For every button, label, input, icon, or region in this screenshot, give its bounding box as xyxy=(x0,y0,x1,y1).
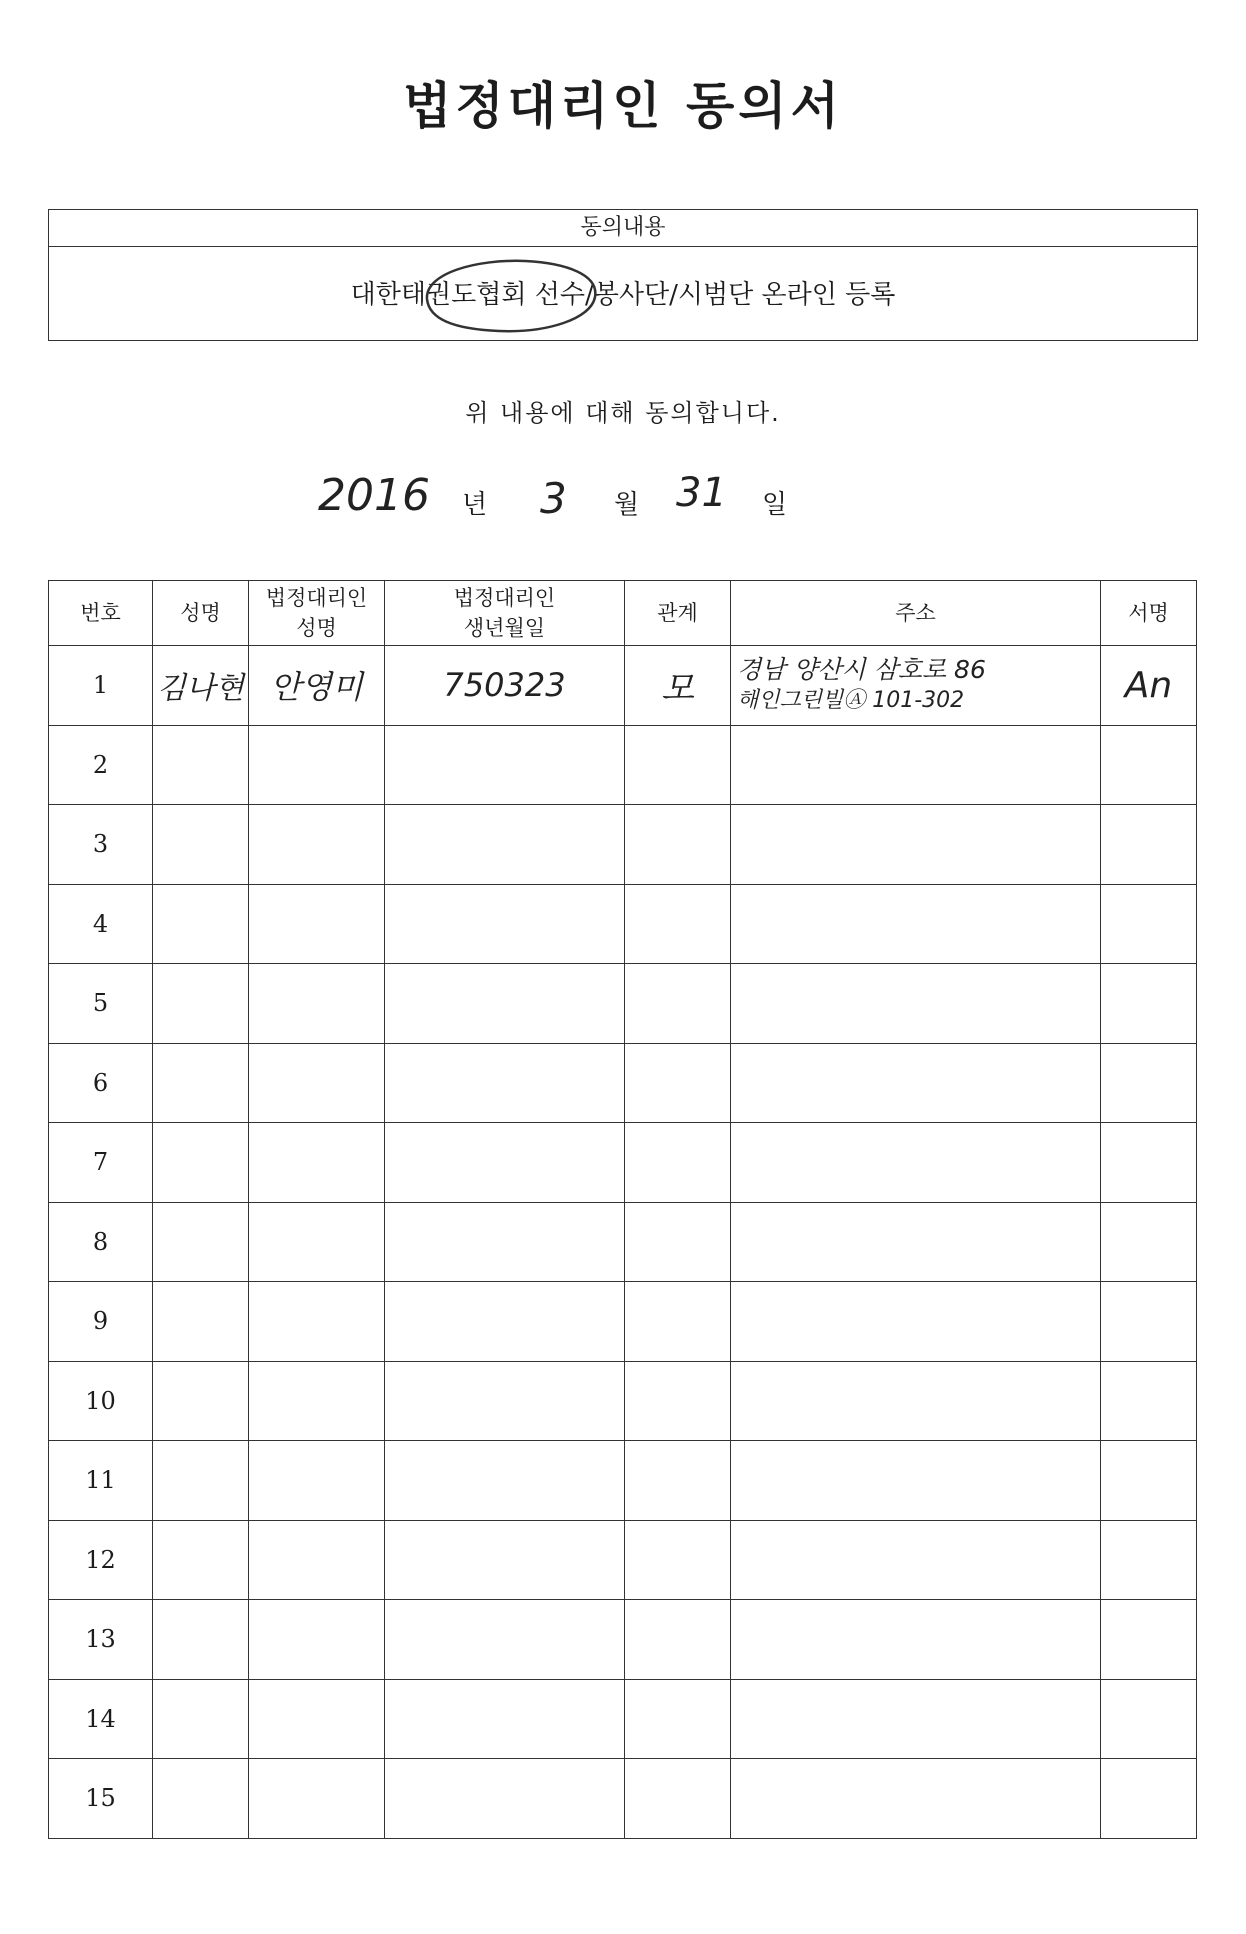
address-cell xyxy=(731,646,1101,726)
guardian-name-cell xyxy=(249,1759,385,1839)
relation-cell xyxy=(625,1361,731,1441)
signature-cell xyxy=(1101,1679,1197,1759)
student-name-cell xyxy=(153,1600,249,1680)
consent-header: 동의내용 xyxy=(49,210,1197,247)
table-row xyxy=(49,646,1197,726)
table-row xyxy=(49,1361,1197,1441)
header-guardian-name-line1: 법정대리인 xyxy=(265,586,368,610)
relation-cell xyxy=(625,1520,731,1600)
header-relation: 관계 xyxy=(625,581,731,646)
signature-cell xyxy=(1101,1520,1197,1600)
row-number: 10 xyxy=(49,1361,153,1441)
signature-cell xyxy=(1101,1759,1197,1839)
date-year: 2016 xyxy=(318,470,430,521)
student-name-cell xyxy=(153,1282,249,1362)
guardian-birth-cell xyxy=(385,1043,625,1123)
guardian-birth-cell xyxy=(385,1441,625,1521)
address-cell xyxy=(731,1123,1101,1203)
student-name-cell xyxy=(153,1361,249,1441)
consent-content: 대한태권도협회 선수/봉사단/시범단 온라인 등록 xyxy=(350,280,896,310)
guardian-name-cell xyxy=(249,646,385,726)
table-row xyxy=(49,1441,1197,1521)
guardian-name-cell xyxy=(249,1282,385,1362)
table-row xyxy=(49,1520,1197,1600)
guardian-birth-cell xyxy=(385,646,625,726)
relation-cell xyxy=(625,1282,731,1362)
signature-cell xyxy=(1101,1600,1197,1680)
address-line1: 경남 양산시 삼호로 86 xyxy=(737,655,986,685)
row-number: 4 xyxy=(49,884,153,964)
signature-cell xyxy=(1101,1361,1197,1441)
row-number: 14 xyxy=(49,1679,153,1759)
header-guardian-name xyxy=(249,581,385,646)
table-row xyxy=(49,884,1197,964)
signature-cell xyxy=(1101,805,1197,885)
relation-cell xyxy=(625,1600,731,1680)
relation-cell xyxy=(625,1123,731,1203)
header-name: 성명 xyxy=(153,581,249,646)
relation-cell xyxy=(625,884,731,964)
signature-cell xyxy=(1101,646,1197,726)
table-row xyxy=(49,1282,1197,1362)
guardian-name-cell xyxy=(249,805,385,885)
relation-cell xyxy=(625,1679,731,1759)
relation-cell xyxy=(625,964,731,1044)
address-cell xyxy=(731,1361,1101,1441)
guardian-birth-cell xyxy=(385,1679,625,1759)
student-name-cell xyxy=(153,1759,249,1839)
guardian-birth-cell xyxy=(385,1361,625,1441)
guardian-name-cell xyxy=(249,1202,385,1282)
signature-cell xyxy=(1101,1441,1197,1521)
header-address: 주소 xyxy=(731,581,1101,646)
address-cell xyxy=(731,1202,1101,1282)
table-body xyxy=(49,646,1197,1839)
table-row xyxy=(49,1600,1197,1680)
row-number: 5 xyxy=(49,964,153,1044)
guardian-birth: 750323 xyxy=(443,666,566,705)
date-month-label: 월 xyxy=(614,490,640,520)
address-cell xyxy=(731,1679,1101,1759)
address-cell xyxy=(731,1759,1101,1839)
student-name-cell xyxy=(153,1123,249,1203)
relation-cell xyxy=(625,1441,731,1521)
table-row xyxy=(49,964,1197,1044)
header-guardian-birth-line1: 법정대리인 xyxy=(453,586,556,610)
guardian-name-cell xyxy=(249,1123,385,1203)
signature-cell xyxy=(1101,1043,1197,1123)
guardian-name-cell xyxy=(249,1043,385,1123)
row-number: 8 xyxy=(49,1202,153,1282)
row-number: 1 xyxy=(49,646,153,726)
row-number: 2 xyxy=(49,725,153,805)
guardian-name-cell xyxy=(249,1679,385,1759)
row-number: 6 xyxy=(49,1043,153,1123)
table-row xyxy=(49,805,1197,885)
student-name-cell xyxy=(153,1202,249,1282)
row-number: 11 xyxy=(49,1441,153,1521)
row-number: 12 xyxy=(49,1520,153,1600)
date-day-label: 일 xyxy=(762,490,788,520)
student-name-cell xyxy=(153,964,249,1044)
relation: 모 xyxy=(661,668,694,709)
row-number: 3 xyxy=(49,805,153,885)
guardian-name-cell xyxy=(249,1600,385,1680)
student-name-cell xyxy=(153,725,249,805)
row-number: 15 xyxy=(49,1759,153,1839)
guardian-name-cell xyxy=(249,1361,385,1441)
guardian-birth-cell xyxy=(385,805,625,885)
guardian-birth-cell xyxy=(385,1123,625,1203)
table-row xyxy=(49,1123,1197,1203)
address-line2: 해인그린빌Ⓐ 101-302 xyxy=(737,688,965,714)
consent-body xyxy=(49,247,1197,340)
date-row xyxy=(0,470,1246,530)
student-name-cell xyxy=(153,1441,249,1521)
address-cell xyxy=(731,1043,1101,1123)
address-cell xyxy=(731,1441,1101,1521)
guardian-birth-cell xyxy=(385,1600,625,1680)
table-row xyxy=(49,1679,1197,1759)
hand-drawn-circle-mark xyxy=(407,255,607,337)
page-title: 법정대리인 동의서 xyxy=(403,76,843,135)
guardian-birth-cell xyxy=(385,1759,625,1839)
header-guardian-name-line2: 성명 xyxy=(296,616,337,640)
guardian-birth-cell xyxy=(385,725,625,805)
signature-cell xyxy=(1101,884,1197,964)
guardian-birth-cell xyxy=(385,884,625,964)
student-name-cell xyxy=(153,1679,249,1759)
signature-cell xyxy=(1101,1123,1197,1203)
student-name-cell xyxy=(153,805,249,885)
address-cell xyxy=(731,884,1101,964)
student-name-cell xyxy=(153,1043,249,1123)
signature-cell xyxy=(1101,964,1197,1044)
signature-cell xyxy=(1101,1202,1197,1282)
student-name-cell xyxy=(153,646,249,726)
guardian-birth-cell xyxy=(385,964,625,1044)
header-guardian-birth-line2: 생년월일 xyxy=(463,616,546,640)
date-year-label: 년 xyxy=(462,490,488,520)
consent-box xyxy=(48,209,1198,341)
guardian-name: 안영미 xyxy=(270,668,363,707)
guardian-name-cell xyxy=(249,1520,385,1600)
row-number: 13 xyxy=(49,1600,153,1680)
date-month: 3 xyxy=(540,474,567,523)
signature: An xyxy=(1124,664,1173,706)
table-row xyxy=(49,725,1197,805)
row-number: 9 xyxy=(49,1282,153,1362)
address-cell xyxy=(731,964,1101,1044)
table-row xyxy=(49,1202,1197,1282)
table-header-row xyxy=(49,581,1197,646)
student-name-cell xyxy=(153,884,249,964)
table-row xyxy=(49,1043,1197,1123)
relation-cell xyxy=(625,1043,731,1123)
row-number: 7 xyxy=(49,1123,153,1203)
guardian-name-cell xyxy=(249,725,385,805)
address-cell xyxy=(731,725,1101,805)
guardian-name-cell xyxy=(249,964,385,1044)
guardian-table xyxy=(48,580,1197,1839)
address-cell xyxy=(731,805,1101,885)
guardian-name-cell xyxy=(249,1441,385,1521)
student-name-cell xyxy=(153,1520,249,1600)
address-cell xyxy=(731,1520,1101,1600)
guardian-birth-cell xyxy=(385,1282,625,1362)
table-row xyxy=(49,1759,1197,1839)
header-guardian-birth xyxy=(385,581,625,646)
relation-cell xyxy=(625,646,731,726)
relation-cell xyxy=(625,1759,731,1839)
guardian-name-cell xyxy=(249,884,385,964)
address-cell xyxy=(731,1600,1101,1680)
address-cell xyxy=(731,1282,1101,1362)
relation-cell xyxy=(625,725,731,805)
relation-cell xyxy=(625,1202,731,1282)
date-day: 31 xyxy=(676,470,727,516)
header-signature: 서명 xyxy=(1101,581,1197,646)
guardian-birth-cell xyxy=(385,1202,625,1282)
guardian-birth-cell xyxy=(385,1520,625,1600)
header-number: 번호 xyxy=(49,581,153,646)
signature-cell xyxy=(1101,725,1197,805)
agreement-statement: 위 내용에 대해 동의합니다. xyxy=(465,399,781,427)
signature-cell xyxy=(1101,1282,1197,1362)
student-name: 김나현 xyxy=(157,671,244,707)
relation-cell xyxy=(625,805,731,885)
